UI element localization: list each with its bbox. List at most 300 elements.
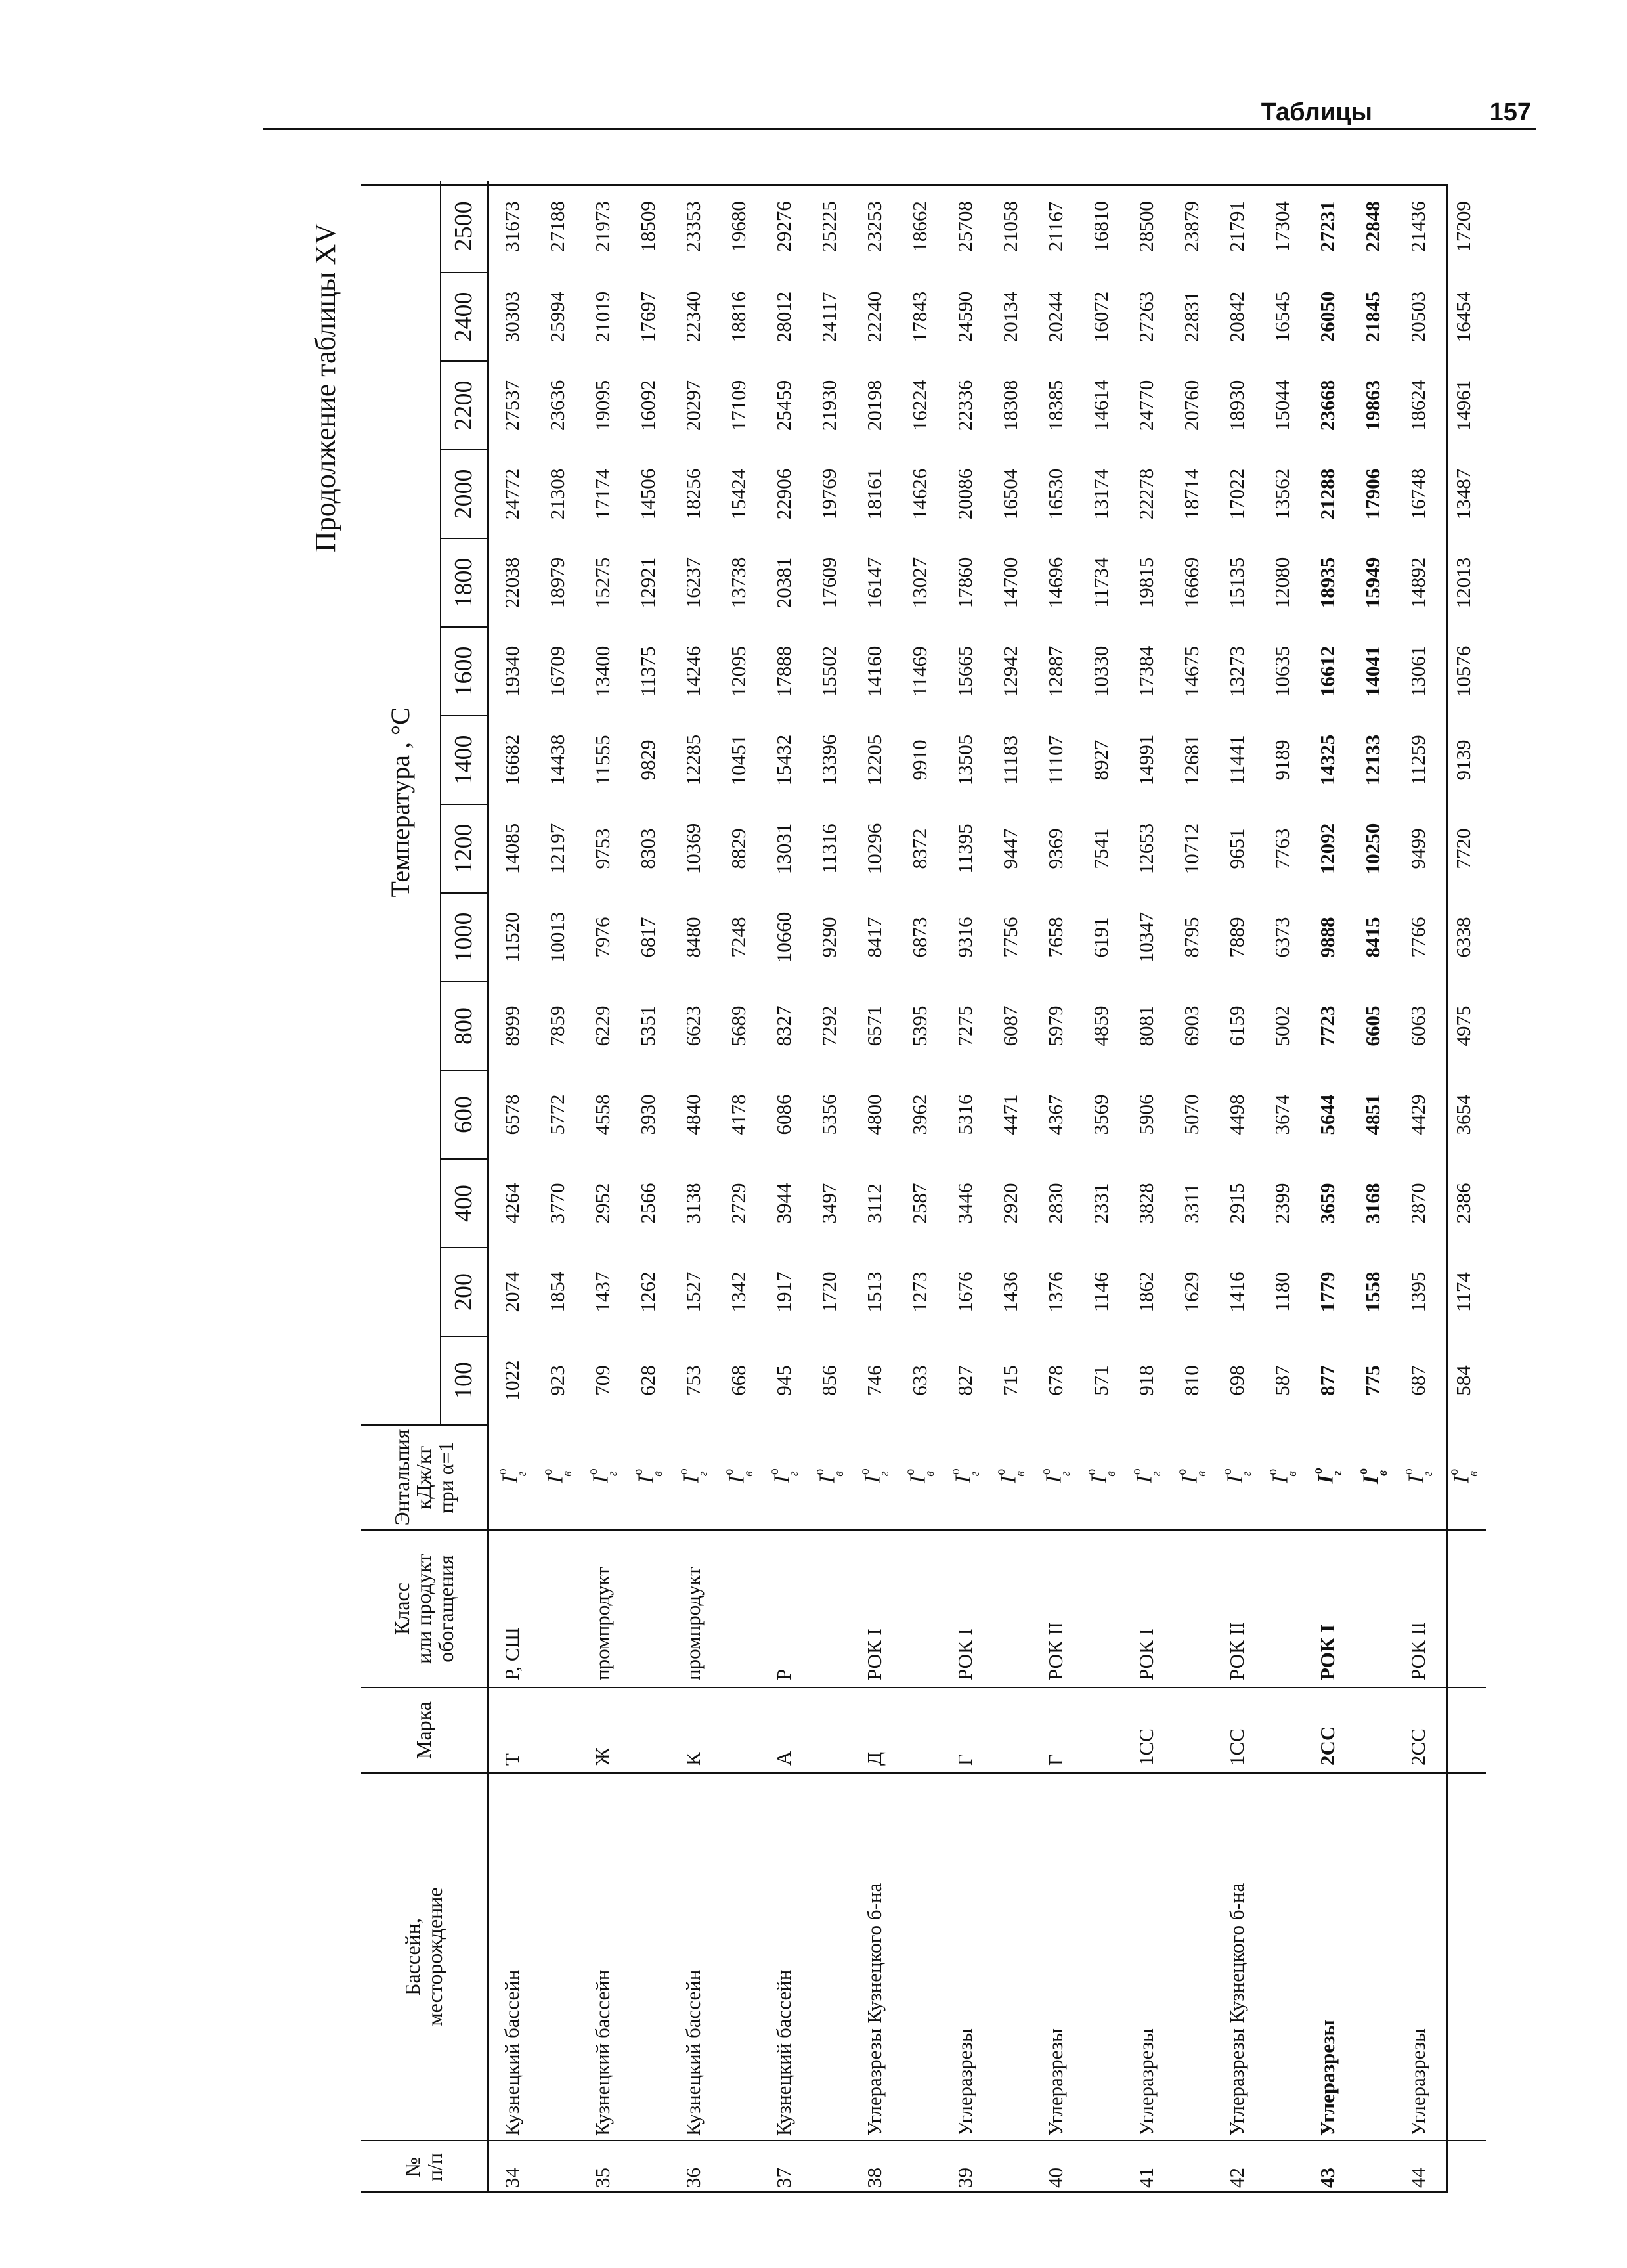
enthalpy-value: 15665 bbox=[953, 645, 976, 697]
enthalpy-value: 28500 bbox=[1134, 201, 1158, 252]
enthalpy-value: 22278 bbox=[1134, 468, 1158, 520]
enthalpy-value: 19680 bbox=[726, 201, 750, 252]
coal-class-empty bbox=[987, 1530, 1033, 1688]
enthalpy-value: 17304 bbox=[1270, 201, 1293, 252]
enthalpy-value: 8999 bbox=[500, 1005, 523, 1047]
enthalpy-value: 6817 bbox=[636, 917, 659, 958]
enthalpy-value: 5070 bbox=[1179, 1094, 1203, 1135]
enthalpy-value: 14246 bbox=[681, 645, 705, 697]
enthalpy-value: 10369 bbox=[681, 823, 705, 875]
enthalpy-value: 28012 bbox=[771, 291, 795, 343]
enthalpy-value: 21791 bbox=[1225, 201, 1248, 252]
enthalpy-value: 3112 bbox=[862, 1183, 886, 1223]
enthalpy-value: 7766 bbox=[1406, 917, 1429, 958]
enthalpy-value: 9139 bbox=[1451, 739, 1475, 781]
enthalpy-value: 18161 bbox=[862, 468, 886, 520]
enthalpy-value: 11520 bbox=[500, 912, 523, 963]
enthalpy-value: 18624 bbox=[1406, 380, 1429, 431]
enthalpy-value: 20244 bbox=[1043, 291, 1067, 343]
enthalpy-value: 11734 bbox=[1089, 557, 1112, 608]
enthalpy-value: 5979 bbox=[1043, 1005, 1067, 1047]
table-head bbox=[361, 181, 488, 2193]
enthalpy-value: 21058 bbox=[998, 201, 1022, 252]
enthalpy-value: 12681 bbox=[1179, 734, 1203, 786]
enthalpy-symbol bbox=[942, 1425, 987, 1530]
enthalpy-value: 4178 bbox=[726, 1094, 750, 1135]
coal-mark: 2СС bbox=[1305, 1688, 1350, 1773]
enthalpy-value: 10330 bbox=[1089, 645, 1112, 697]
enthalpy-value: 1437 bbox=[590, 1271, 614, 1313]
enthalpy-value: 8927 bbox=[1089, 739, 1112, 781]
enthalpy-value: 3674 bbox=[1270, 1094, 1293, 1135]
enthalpy-value: 5689 bbox=[726, 1005, 750, 1047]
enthalpy-value: 25994 bbox=[545, 291, 569, 343]
enthalpy-value: 5772 bbox=[545, 1094, 569, 1135]
enthalpy-value: 23353 bbox=[681, 201, 705, 252]
enthalpy-value: 15424 bbox=[726, 468, 750, 520]
coal-mark-empty bbox=[1078, 1688, 1123, 1773]
table-row bbox=[488, 181, 535, 2193]
table-row bbox=[1214, 181, 1259, 2193]
table-row bbox=[1123, 181, 1169, 2193]
enthalpy-value: 6087 bbox=[998, 1005, 1022, 1047]
enthalpy-symbol bbox=[625, 1425, 670, 1530]
enthalpy-value: 14085 bbox=[500, 823, 523, 875]
temperature-header-cell: 1600 bbox=[441, 627, 488, 716]
row-number: 37 bbox=[771, 2168, 795, 2188]
table-body bbox=[488, 181, 1486, 2193]
enthalpy-value: 16237 bbox=[681, 557, 705, 609]
table-row bbox=[897, 181, 942, 2193]
enthalpy-label: $I^o$ $_г$ bbox=[1310, 1468, 1345, 1484]
enthalpy-value: 12092 bbox=[1315, 823, 1339, 875]
coal-mark: Г bbox=[1033, 1688, 1078, 1773]
enthalpy-value: 22906 bbox=[771, 468, 795, 520]
row-number-empty bbox=[1259, 2141, 1305, 2193]
coal-class-empty bbox=[534, 1530, 580, 1688]
row-number: 38 bbox=[862, 2168, 886, 2188]
enthalpy-value: 7756 bbox=[998, 917, 1022, 958]
enthalpy-value: 26050 bbox=[1315, 291, 1339, 343]
basin-name: Углеразрезы bbox=[1123, 1773, 1169, 2141]
enthalpy-value: 9651 bbox=[1225, 828, 1248, 869]
enthalpy-value: 18509 bbox=[636, 201, 659, 252]
enthalpy-label: $I^o$ $_г$ bbox=[494, 1468, 530, 1483]
table-row bbox=[942, 181, 987, 2193]
enthalpy-symbol bbox=[1078, 1425, 1123, 1530]
enthalpy-label: $I^o$ $_г$ bbox=[857, 1468, 892, 1483]
enthalpy-label: $I^o$ $_г$ bbox=[947, 1468, 983, 1483]
enthalpy-value: 12921 bbox=[636, 557, 659, 609]
temperature-header-cell: 100 bbox=[441, 1336, 488, 1425]
enthalpy-label: $I^o$ $_в$ bbox=[1355, 1468, 1391, 1485]
enthalpy-value: 2331 bbox=[1089, 1183, 1112, 1224]
enthalpy-value: 1558 bbox=[1360, 1271, 1384, 1313]
enthalpy-value: 3659 bbox=[1315, 1183, 1339, 1224]
enthalpy-value: 2566 bbox=[636, 1183, 659, 1224]
enthalpy-value: 22240 bbox=[862, 291, 886, 343]
enthalpy-value: 753 bbox=[681, 1365, 705, 1396]
enthalpy-value: 13487 bbox=[1451, 468, 1475, 520]
enthalpy-value: 877 bbox=[1315, 1365, 1339, 1396]
table-row bbox=[625, 181, 670, 2193]
enthalpy-value: 12197 bbox=[545, 823, 569, 875]
enthalpy-symbol bbox=[1395, 1425, 1441, 1530]
enthalpy-value: 12942 bbox=[998, 645, 1022, 697]
enthalpy-value: 746 bbox=[862, 1365, 886, 1396]
enthalpy-symbol bbox=[1350, 1425, 1395, 1530]
enthalpy-value: 2399 bbox=[1270, 1183, 1293, 1224]
enthalpy-value: 3311 bbox=[1179, 1183, 1203, 1223]
enthalpy-value: 7248 bbox=[726, 917, 750, 958]
enthalpy-value: 14614 bbox=[1089, 380, 1112, 431]
enthalpy-value: 4851 bbox=[1360, 1094, 1384, 1135]
enthalpy-value: 14626 bbox=[907, 468, 931, 520]
enthalpy-value: 20381 bbox=[771, 557, 795, 609]
enthalpy-value: 11316 bbox=[817, 823, 840, 874]
basin-name: Углеразрезы bbox=[1395, 1773, 1441, 2141]
enthalpy-value: 14325 bbox=[1315, 734, 1339, 786]
enthalpy-value: 14892 bbox=[1406, 557, 1429, 609]
enthalpy-value: 6063 bbox=[1406, 1005, 1429, 1047]
coal-mark-empty bbox=[897, 1688, 942, 1773]
enthalpy-value: 17209 bbox=[1451, 201, 1475, 252]
enthalpy-value: 4471 bbox=[998, 1094, 1022, 1135]
enthalpy-value: 3828 bbox=[1134, 1183, 1158, 1224]
enthalpy-value: 1146 bbox=[1089, 1272, 1112, 1312]
table-row bbox=[852, 181, 897, 2193]
basin-name-empty bbox=[1078, 1773, 1123, 2141]
basin-name: Кузнецкий бассейн bbox=[670, 1773, 716, 2141]
enthalpy-value: 12095 bbox=[726, 645, 750, 697]
coal-class: РОК II bbox=[1033, 1530, 1078, 1688]
enthalpy-value: 9290 bbox=[817, 917, 840, 958]
header-rule bbox=[263, 128, 1536, 130]
enthalpy-value: 633 bbox=[907, 1365, 931, 1396]
enthalpy-symbol bbox=[1169, 1425, 1214, 1530]
enthalpy-value: 7292 bbox=[817, 1005, 840, 1047]
enthalpy-value: 3944 bbox=[771, 1183, 795, 1224]
enthalpy-value: 23879 bbox=[1179, 201, 1203, 252]
enthalpy-value: 22038 bbox=[500, 557, 523, 609]
enthalpy-value: 24590 bbox=[953, 291, 976, 343]
enthalpy-value: 11555 bbox=[590, 735, 614, 785]
col-header-class: Класс или продукт обогащения bbox=[361, 1530, 488, 1688]
enthalpy-label: $I^o$ $_в$ bbox=[1174, 1468, 1209, 1484]
table-row bbox=[761, 181, 806, 2193]
coal-class: Р bbox=[761, 1530, 806, 1688]
enthalpy-value: 21973 bbox=[590, 201, 614, 252]
temperature-header-cell: 1000 bbox=[441, 893, 488, 982]
enthalpy-value: 13027 bbox=[907, 557, 931, 609]
enthalpy-value: 25459 bbox=[771, 380, 795, 431]
running-header bbox=[263, 98, 1536, 130]
enthalpy-value: 18714 bbox=[1179, 468, 1203, 520]
enthalpy-symbol bbox=[761, 1425, 806, 1530]
enthalpy-value: 1676 bbox=[953, 1271, 976, 1313]
enthalpy-value: 11259 bbox=[1406, 735, 1429, 785]
enthalpy-table bbox=[361, 181, 1486, 2193]
enthalpy-value: 1395 bbox=[1406, 1271, 1429, 1313]
enthalpy-value: 23253 bbox=[862, 201, 886, 252]
enthalpy-value: 18662 bbox=[907, 201, 931, 252]
enthalpy-value: 9888 bbox=[1315, 917, 1339, 958]
basin-name-empty bbox=[806, 1773, 852, 2141]
enthalpy-value: 6338 bbox=[1451, 917, 1475, 958]
enthalpy-value: 14160 bbox=[862, 645, 886, 697]
enthalpy-value: 6578 bbox=[500, 1094, 523, 1135]
enthalpy-value: 19095 bbox=[590, 380, 614, 431]
enthalpy-value: 1376 bbox=[1043, 1271, 1067, 1313]
enthalpy-label: $I^o$ $_г$ bbox=[676, 1468, 711, 1483]
basin-name-empty bbox=[1169, 1773, 1214, 2141]
enthalpy-value: 14961 bbox=[1451, 380, 1475, 431]
table-row bbox=[806, 181, 852, 2193]
enthalpy-value: 16224 bbox=[907, 380, 931, 431]
row-number-empty bbox=[1078, 2141, 1123, 2193]
enthalpy-symbol bbox=[1259, 1425, 1305, 1530]
enthalpy-value: 1862 bbox=[1134, 1271, 1158, 1313]
row-number: 41 bbox=[1134, 2168, 1158, 2188]
enthalpy-value: 14506 bbox=[636, 468, 659, 520]
enthalpy-value: 11107 bbox=[1043, 735, 1067, 785]
enthalpy-value: 12653 bbox=[1134, 823, 1158, 875]
row-number-empty bbox=[1350, 2141, 1395, 2193]
enthalpy-value: 945 bbox=[771, 1365, 795, 1396]
table-row bbox=[1350, 181, 1395, 2193]
enthalpy-value: 18308 bbox=[998, 380, 1022, 431]
enthalpy-value: 9910 bbox=[907, 739, 931, 781]
coal-class-empty bbox=[625, 1530, 670, 1688]
enthalpy-symbol bbox=[580, 1425, 625, 1530]
enthalpy-value: 16682 bbox=[500, 734, 523, 786]
enthalpy-value: 27537 bbox=[500, 380, 523, 431]
enthalpy-value: 21308 bbox=[545, 468, 569, 520]
enthalpy-value: 5316 bbox=[953, 1094, 976, 1135]
basin-name-empty bbox=[1259, 1773, 1305, 2141]
enthalpy-value: 15432 bbox=[771, 734, 795, 786]
enthalpy-value: 20134 bbox=[998, 291, 1022, 343]
enthalpy-value: 12285 bbox=[681, 734, 705, 786]
enthalpy-value: 2386 bbox=[1451, 1183, 1475, 1224]
enthalpy-value: 1262 bbox=[636, 1271, 659, 1313]
enthalpy-value: 13505 bbox=[953, 734, 976, 786]
enthalpy-value: 3497 bbox=[817, 1183, 840, 1224]
enthalpy-value: 14675 bbox=[1179, 645, 1203, 697]
coal-class-empty bbox=[1078, 1530, 1123, 1688]
enthalpy-value: 5356 bbox=[817, 1094, 840, 1135]
enthalpy-value: 17109 bbox=[726, 380, 750, 431]
running-title: Таблицы bbox=[1261, 98, 1372, 126]
enthalpy-value: 21288 bbox=[1315, 468, 1339, 520]
row-number: 35 bbox=[590, 2168, 614, 2188]
enthalpy-value: 10451 bbox=[726, 734, 750, 786]
enthalpy-value: 584 bbox=[1451, 1365, 1475, 1396]
enthalpy-symbol bbox=[716, 1425, 761, 1530]
temperature-header-cell: 800 bbox=[441, 982, 488, 1070]
temperature-header-cell: 1400 bbox=[441, 716, 488, 804]
enthalpy-symbol bbox=[897, 1425, 942, 1530]
enthalpy-value: 3446 bbox=[953, 1183, 976, 1224]
enthalpy-value: 2830 bbox=[1043, 1183, 1067, 1224]
enthalpy-value: 15949 bbox=[1360, 557, 1384, 609]
enthalpy-value: 4975 bbox=[1451, 1005, 1475, 1047]
coal-mark-empty bbox=[806, 1688, 852, 1773]
enthalpy-value: 11469 bbox=[907, 646, 931, 697]
enthalpy-value: 1022 bbox=[500, 1360, 523, 1401]
enthalpy-value: 3770 bbox=[545, 1183, 569, 1224]
enthalpy-value: 4429 bbox=[1406, 1094, 1429, 1135]
enthalpy-label: $I^o$ $_в$ bbox=[1265, 1468, 1300, 1484]
enthalpy-label: $I^o$ $_г$ bbox=[1400, 1468, 1436, 1483]
basin-name: Углеразрезы bbox=[1305, 1773, 1350, 2141]
enthalpy-value: 1779 bbox=[1315, 1271, 1339, 1313]
enthalpy-value: 2915 bbox=[1225, 1183, 1248, 1224]
row-number-empty bbox=[534, 2141, 580, 2193]
enthalpy-value: 10347 bbox=[1134, 911, 1158, 963]
enthalpy-value: 810 bbox=[1179, 1365, 1203, 1396]
row-number: 42 bbox=[1225, 2168, 1248, 2188]
enthalpy-value: 15044 bbox=[1270, 380, 1293, 431]
row-number: 39 bbox=[953, 2168, 976, 2188]
enthalpy-value: 27263 bbox=[1134, 291, 1158, 343]
enthalpy-value: 19769 bbox=[817, 468, 840, 520]
enthalpy-value: 1416 bbox=[1225, 1271, 1248, 1313]
coal-mark: А bbox=[761, 1688, 806, 1773]
enthalpy-label: $I^o$ $_г$ bbox=[585, 1468, 620, 1483]
enthalpy-value: 16092 bbox=[636, 380, 659, 431]
enthalpy-label: $I^o$ $_в$ bbox=[540, 1468, 575, 1484]
enthalpy-value: 16072 bbox=[1089, 291, 1112, 343]
enthalpy-value: 23668 bbox=[1315, 380, 1339, 431]
enthalpy-value: 31673 bbox=[500, 201, 523, 252]
enthalpy-value: 1342 bbox=[726, 1271, 750, 1313]
enthalpy-value: 8327 bbox=[771, 1005, 795, 1047]
enthalpy-value: 25708 bbox=[953, 201, 976, 252]
col-header-basin: Бассейн, месторождение bbox=[361, 1773, 488, 2141]
enthalpy-value: 30303 bbox=[500, 291, 523, 343]
enthalpy-value: 7720 bbox=[1451, 828, 1475, 869]
table-bottom-rule bbox=[1446, 184, 1448, 2193]
enthalpy-label: $I^o$ $_в$ bbox=[1446, 1468, 1481, 1484]
enthalpy-label: $I^o$ $_г$ bbox=[1038, 1468, 1074, 1483]
enthalpy-value: 8303 bbox=[636, 828, 659, 869]
enthalpy-value: 9447 bbox=[998, 828, 1022, 869]
table-row bbox=[716, 181, 761, 2193]
enthalpy-value: 16810 bbox=[1089, 201, 1112, 252]
enthalpy-value: 17174 bbox=[590, 468, 614, 520]
enthalpy-symbol bbox=[488, 1425, 535, 1530]
enthalpy-value: 1174 bbox=[1451, 1272, 1475, 1312]
basin-name-empty bbox=[1350, 1773, 1395, 2141]
table-row bbox=[1305, 181, 1350, 2193]
table-row bbox=[670, 181, 716, 2193]
enthalpy-value: 17860 bbox=[953, 557, 976, 609]
row-number-empty bbox=[806, 2141, 852, 2193]
coal-mark: Д bbox=[852, 1688, 897, 1773]
enthalpy-value: 13031 bbox=[771, 823, 795, 875]
enthalpy-value: 7859 bbox=[545, 1005, 569, 1047]
enthalpy-value: 13273 bbox=[1225, 645, 1248, 697]
temperature-header-cell: 400 bbox=[441, 1159, 488, 1248]
enthalpy-value: 6903 bbox=[1179, 1005, 1203, 1047]
coal-mark: Т bbox=[488, 1688, 535, 1773]
coal-class-empty bbox=[806, 1530, 852, 1688]
temperature-header-cell: 1200 bbox=[441, 804, 488, 893]
enthalpy-value: 20086 bbox=[953, 468, 976, 520]
enthalpy-value: 21845 bbox=[1360, 291, 1384, 343]
enthalpy-value: 20760 bbox=[1179, 380, 1203, 431]
enthalpy-value: 20842 bbox=[1225, 291, 1248, 343]
enthalpy-value: 17022 bbox=[1225, 468, 1248, 520]
enthalpy-value: 4558 bbox=[590, 1094, 614, 1135]
row-number-empty bbox=[716, 2141, 761, 2193]
coal-class: РОК I bbox=[1305, 1530, 1350, 1688]
table-row bbox=[987, 181, 1033, 2193]
enthalpy-value: 15275 bbox=[590, 557, 614, 609]
enthalpy-value: 17609 bbox=[817, 557, 840, 609]
enthalpy-value: 7275 bbox=[953, 1005, 976, 1047]
enthalpy-value: 6159 bbox=[1225, 1005, 1248, 1047]
enthalpy-value: 856 bbox=[817, 1365, 840, 1396]
enthalpy-value: 11375 bbox=[636, 646, 659, 697]
enthalpy-value: 17888 bbox=[771, 645, 795, 697]
enthalpy-value: 9753 bbox=[590, 828, 614, 869]
enthalpy-value: 11395 bbox=[953, 823, 976, 874]
temperature-header-cell: 600 bbox=[441, 1070, 488, 1159]
enthalpy-value: 2920 bbox=[998, 1183, 1022, 1224]
basin-name-empty bbox=[716, 1773, 761, 2141]
enthalpy-value: 3138 bbox=[681, 1183, 705, 1224]
enthalpy-value: 9189 bbox=[1270, 739, 1293, 781]
enthalpy-value: 14696 bbox=[1043, 557, 1067, 609]
enthalpy-value: 29276 bbox=[771, 201, 795, 252]
enthalpy-value: 4367 bbox=[1043, 1094, 1067, 1135]
enthalpy-value: 13061 bbox=[1406, 645, 1429, 697]
enthalpy-value: 15135 bbox=[1225, 557, 1248, 609]
enthalpy-value: 14991 bbox=[1134, 734, 1158, 786]
table-row bbox=[1078, 181, 1123, 2193]
enthalpy-value: 3930 bbox=[636, 1094, 659, 1135]
enthalpy-symbol bbox=[534, 1425, 580, 1530]
coal-class: промпродукт bbox=[670, 1530, 716, 1688]
coal-mark-empty bbox=[534, 1688, 580, 1773]
enthalpy-label: $I^o$ $_г$ bbox=[766, 1468, 802, 1483]
coal-mark-empty bbox=[716, 1688, 761, 1773]
enthalpy-value: 10296 bbox=[862, 823, 886, 875]
enthalpy-value: 4840 bbox=[681, 1094, 705, 1135]
enthalpy-value: 1854 bbox=[545, 1271, 569, 1313]
enthalpy-value: 12013 bbox=[1451, 557, 1475, 609]
enthalpy-value: 7658 bbox=[1043, 917, 1067, 958]
enthalpy-value: 13174 bbox=[1089, 468, 1112, 520]
basin-name-empty bbox=[625, 1773, 670, 2141]
enthalpy-value: 16612 bbox=[1315, 645, 1339, 697]
enthalpy-value: 17384 bbox=[1134, 645, 1158, 697]
enthalpy-value: 16147 bbox=[862, 557, 886, 609]
enthalpy-value: 19863 bbox=[1360, 380, 1384, 431]
enthalpy-symbol bbox=[1033, 1425, 1078, 1530]
basin-name: Кузнецкий бассейн bbox=[761, 1773, 806, 2141]
enthalpy-value: 668 bbox=[726, 1365, 750, 1396]
coal-class-empty bbox=[1169, 1530, 1214, 1688]
enthalpy-value: 27231 bbox=[1315, 201, 1339, 252]
coal-mark-empty bbox=[1259, 1688, 1305, 1773]
row-number: 34 bbox=[500, 2168, 523, 2188]
basin-name-empty bbox=[897, 1773, 942, 2141]
coal-mark: Ж bbox=[580, 1688, 625, 1773]
enthalpy-value: 2729 bbox=[726, 1183, 750, 1224]
